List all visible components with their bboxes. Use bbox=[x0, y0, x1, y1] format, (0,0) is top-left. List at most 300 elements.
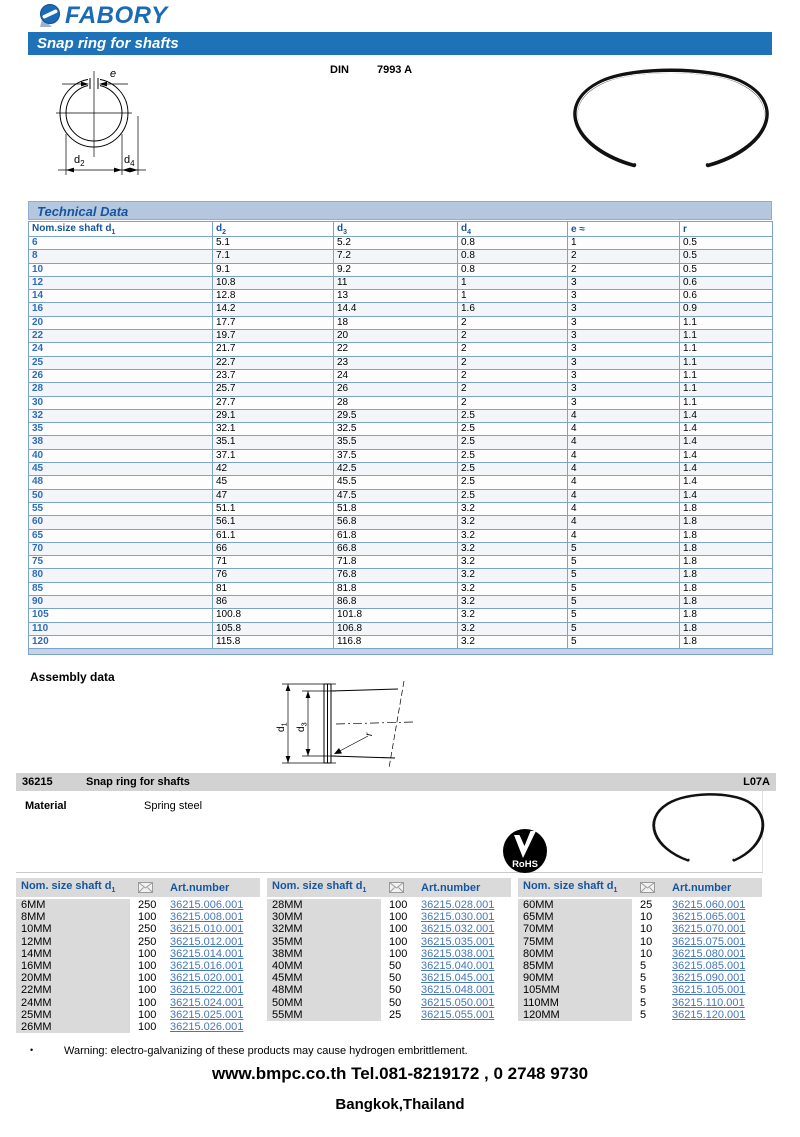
value-cell: 3.2 bbox=[458, 569, 568, 582]
col-header-nom-size: Nom.size shaft $d_1$ bbox=[29, 222, 213, 237]
value-cell: 3.2 bbox=[458, 582, 568, 595]
value-cell: 1.8 bbox=[680, 635, 773, 648]
size-label: 32MM bbox=[267, 923, 381, 935]
technical-row bbox=[29, 463, 773, 476]
dim-d4-label: $d_4$ bbox=[124, 154, 135, 168]
value-cell: 71.8 bbox=[334, 556, 458, 569]
value-cell: 3.2 bbox=[458, 596, 568, 609]
value-cell: 1.4 bbox=[680, 476, 773, 489]
dim-e-label: e bbox=[110, 68, 117, 80]
size-label: 8MM bbox=[16, 911, 130, 923]
nom-size-cell: 55 bbox=[29, 502, 213, 515]
value-cell: 1.1 bbox=[680, 356, 773, 369]
value-cell: 26 bbox=[334, 383, 458, 396]
qty-value: 100 bbox=[138, 960, 157, 973]
value-cell: 9.1 bbox=[213, 263, 334, 276]
nom-size-cell: 110 bbox=[29, 622, 213, 635]
value-cell: 3 bbox=[568, 383, 680, 396]
value-cell: 37.5 bbox=[334, 449, 458, 462]
value-cell: 1.8 bbox=[680, 556, 773, 569]
qty-value: 100 bbox=[138, 996, 157, 1009]
rohs-check-icon bbox=[502, 827, 548, 875]
value-cell: 3.2 bbox=[458, 529, 568, 542]
value-cell: 3.2 bbox=[458, 609, 568, 622]
order-row bbox=[16, 1021, 260, 1033]
value-cell: 3.2 bbox=[458, 502, 568, 515]
art-number-link[interactable]: 36215.065.001 bbox=[672, 911, 746, 924]
technical-row bbox=[29, 356, 773, 369]
value-cell: 2 bbox=[458, 383, 568, 396]
size-column-header: Nom. size shaft $d_1$ bbox=[272, 880, 367, 895]
value-cell: 14.2 bbox=[213, 303, 334, 316]
technical-row bbox=[29, 556, 773, 569]
value-cell: 4 bbox=[568, 516, 680, 529]
value-cell: 1.1 bbox=[680, 383, 773, 396]
art-number-link[interactable]: 36215.110.001 bbox=[672, 996, 745, 1009]
value-cell: 4 bbox=[568, 489, 680, 502]
art-number-link[interactable]: 36215.075.001 bbox=[672, 935, 746, 948]
art-number-link[interactable]: 36215.025.001 bbox=[170, 1008, 244, 1021]
value-cell: 3 bbox=[568, 303, 680, 316]
value-cell: 3 bbox=[568, 356, 680, 369]
order-row bbox=[267, 948, 511, 960]
art-number-link[interactable]: 36215.016.001 bbox=[170, 960, 244, 973]
value-cell: 1.1 bbox=[680, 396, 773, 409]
value-cell: 2.5 bbox=[458, 436, 568, 449]
value-cell: 81 bbox=[213, 582, 334, 595]
value-cell: 71 bbox=[213, 556, 334, 569]
nom-size-cell: 85 bbox=[29, 582, 213, 595]
value-cell: 1.1 bbox=[680, 330, 773, 343]
order-table-header bbox=[16, 878, 260, 897]
technical-row bbox=[29, 316, 773, 329]
nom-size-cell: 75 bbox=[29, 556, 213, 569]
art-number-link[interactable]: 36215.028.001 bbox=[421, 899, 495, 911]
size-label: 20MM bbox=[16, 972, 130, 984]
value-cell: 25.7 bbox=[213, 383, 334, 396]
art-number-link[interactable]: 36215.030.001 bbox=[421, 911, 495, 924]
order-row bbox=[16, 984, 260, 996]
order-row bbox=[267, 960, 511, 972]
art-number-link[interactable]: 36215.085.001 bbox=[672, 960, 746, 973]
technical-row bbox=[29, 330, 773, 343]
qty-value: 50 bbox=[389, 960, 402, 973]
qty-value: 50 bbox=[389, 996, 402, 1009]
value-cell: 47 bbox=[213, 489, 334, 502]
value-cell: 1.1 bbox=[680, 316, 773, 329]
value-cell: 106.8 bbox=[334, 622, 458, 635]
qty-value: 25 bbox=[389, 1008, 402, 1021]
value-cell: 2 bbox=[568, 250, 680, 263]
value-cell: 3 bbox=[568, 369, 680, 382]
size-label: 16MM bbox=[16, 960, 130, 972]
size-label: 25MM bbox=[16, 1009, 130, 1021]
value-cell: 76.8 bbox=[334, 569, 458, 582]
value-cell: 5 bbox=[568, 635, 680, 648]
qty-value: 100 bbox=[138, 1008, 157, 1021]
size-label: 14MM bbox=[16, 948, 130, 960]
size-label: 60MM bbox=[518, 899, 632, 911]
order-row bbox=[267, 911, 511, 923]
nom-size-cell: 30 bbox=[29, 396, 213, 409]
value-cell: 1.8 bbox=[680, 502, 773, 515]
art-number-link[interactable]: 36215.038.001 bbox=[421, 947, 495, 960]
value-cell: 51.8 bbox=[334, 502, 458, 515]
value-cell: 1.4 bbox=[680, 409, 773, 422]
order-table-header bbox=[267, 878, 511, 897]
value-cell: 17.7 bbox=[213, 316, 334, 329]
envelope-icon bbox=[381, 882, 421, 893]
value-cell: 37.1 bbox=[213, 449, 334, 462]
value-cell: 2.5 bbox=[458, 489, 568, 502]
order-rows bbox=[267, 899, 511, 1021]
technical-row bbox=[29, 635, 773, 648]
order-row bbox=[267, 972, 511, 984]
order-row bbox=[518, 936, 762, 948]
warning-note bbox=[30, 1045, 750, 1057]
value-cell: 29.1 bbox=[213, 409, 334, 422]
value-cell: 35.5 bbox=[334, 436, 458, 449]
technical-row bbox=[29, 250, 773, 263]
size-label: 28MM bbox=[267, 899, 381, 911]
technical-row bbox=[29, 396, 773, 409]
technical-row bbox=[29, 383, 773, 396]
order-row bbox=[16, 923, 260, 935]
value-cell: 115.8 bbox=[213, 635, 334, 648]
art-number-link[interactable]: 36215.020.001 bbox=[170, 972, 244, 985]
din-value: 7993 A bbox=[376, 64, 413, 76]
value-cell: 23 bbox=[334, 356, 458, 369]
qty-value: 5 bbox=[640, 960, 647, 973]
qty-value: 100 bbox=[138, 972, 157, 985]
technical-row bbox=[29, 476, 773, 489]
qty-value: 250 bbox=[138, 923, 157, 936]
size-label: 40MM bbox=[267, 960, 381, 972]
technical-row bbox=[29, 237, 773, 250]
material-label: Material bbox=[25, 800, 67, 812]
warning-text: Warning: electro-galvanizing of these products may cause hydrogen embrittlement. bbox=[64, 1045, 468, 1057]
value-cell: 45.5 bbox=[334, 476, 458, 489]
value-cell: 3 bbox=[568, 343, 680, 356]
technical-row bbox=[29, 609, 773, 622]
qty-value: 100 bbox=[389, 911, 408, 924]
nom-size-cell: 90 bbox=[29, 596, 213, 609]
order-row bbox=[267, 1009, 511, 1021]
screw-icon bbox=[36, 3, 62, 29]
qty-value: 100 bbox=[389, 935, 408, 948]
size-label: 110MM bbox=[518, 997, 632, 1009]
value-cell: 0.5 bbox=[680, 237, 773, 250]
snap-ring-photo bbox=[546, 57, 796, 183]
value-cell: 7.2 bbox=[334, 250, 458, 263]
size-label: 48MM bbox=[267, 984, 381, 996]
nom-size-cell: 70 bbox=[29, 542, 213, 555]
technical-row bbox=[29, 502, 773, 515]
art-number-link[interactable]: 36215.080.001 bbox=[672, 947, 746, 960]
value-cell: 5 bbox=[568, 622, 680, 635]
value-cell: 29.5 bbox=[334, 409, 458, 422]
art-number-link[interactable]: 36215.050.001 bbox=[421, 996, 495, 1009]
art-number-link[interactable]: 36215.055.001 bbox=[421, 1008, 495, 1021]
material-section bbox=[16, 791, 763, 873]
size-column-header: Nom. size shaft $d_1$ bbox=[21, 880, 116, 895]
value-cell: 10.8 bbox=[213, 276, 334, 289]
value-cell: 23.7 bbox=[213, 369, 334, 382]
value-cell: 4 bbox=[568, 449, 680, 462]
value-cell: 1.4 bbox=[680, 489, 773, 502]
value-cell: 101.8 bbox=[334, 609, 458, 622]
art-number-link[interactable]: 36215.120.001 bbox=[672, 1008, 746, 1021]
value-cell: 81.8 bbox=[334, 582, 458, 595]
dim-d2-label: $d_2$ bbox=[74, 154, 85, 168]
value-cell: 32.5 bbox=[334, 423, 458, 436]
order-row bbox=[16, 911, 260, 923]
value-cell: 3 bbox=[568, 330, 680, 343]
technical-row bbox=[29, 582, 773, 595]
art-number-link[interactable]: 36215.012.001 bbox=[170, 935, 244, 948]
value-cell: 1.8 bbox=[680, 582, 773, 595]
order-row bbox=[518, 984, 762, 996]
value-cell: 45 bbox=[213, 476, 334, 489]
value-cell: 2.5 bbox=[458, 476, 568, 489]
art-number-link[interactable]: 36215.022.001 bbox=[170, 984, 244, 997]
order-table-header bbox=[518, 878, 762, 897]
nom-size-cell: 105 bbox=[29, 609, 213, 622]
value-cell: 2.5 bbox=[458, 449, 568, 462]
art-number-link[interactable]: 36215.070.001 bbox=[672, 923, 746, 936]
nom-size-cell: 28 bbox=[29, 383, 213, 396]
ring-dimension-diagram bbox=[24, 58, 204, 193]
size-label: 12MM bbox=[16, 936, 130, 948]
nom-size-cell: 50 bbox=[29, 489, 213, 502]
technical-row bbox=[29, 423, 773, 436]
value-cell: 13 bbox=[334, 290, 458, 303]
col-header-d4: $d_4$ bbox=[458, 222, 568, 237]
value-cell: 4 bbox=[568, 502, 680, 515]
order-row bbox=[16, 948, 260, 960]
nom-size-cell: 14 bbox=[29, 290, 213, 303]
value-cell: 51.1 bbox=[213, 502, 334, 515]
value-cell: 3 bbox=[568, 396, 680, 409]
value-cell: 3.2 bbox=[458, 622, 568, 635]
size-label: 50MM bbox=[267, 997, 381, 1009]
technical-row bbox=[29, 489, 773, 502]
value-cell: 56.8 bbox=[334, 516, 458, 529]
value-cell: 35.1 bbox=[213, 436, 334, 449]
technical-row bbox=[29, 343, 773, 356]
order-row bbox=[518, 899, 762, 911]
value-cell: 1.8 bbox=[680, 622, 773, 635]
nom-size-cell: 45 bbox=[29, 463, 213, 476]
order-row bbox=[267, 923, 511, 935]
art-number-link[interactable]: 36215.045.001 bbox=[421, 972, 495, 985]
nom-size-cell: 8 bbox=[29, 250, 213, 263]
value-cell: 4 bbox=[568, 463, 680, 476]
value-cell: 3.2 bbox=[458, 556, 568, 569]
art-number-link[interactable]: 36215.048.001 bbox=[421, 984, 495, 997]
value-cell: 5 bbox=[568, 569, 680, 582]
qty-value: 250 bbox=[138, 935, 157, 948]
value-cell: 5 bbox=[568, 609, 680, 622]
qty-value: 5 bbox=[640, 984, 647, 997]
art-number-link[interactable]: 36215.024.001 bbox=[170, 996, 244, 1009]
envelope-icon bbox=[632, 882, 672, 893]
value-cell: 116.8 bbox=[334, 635, 458, 648]
qty-value: 10 bbox=[640, 947, 653, 960]
product-code: 36215 bbox=[22, 776, 53, 788]
value-cell: 100.8 bbox=[213, 609, 334, 622]
value-cell: 2.5 bbox=[458, 423, 568, 436]
value-cell: 22.7 bbox=[213, 356, 334, 369]
value-cell: 0.6 bbox=[680, 276, 773, 289]
qty-value: 100 bbox=[138, 1021, 157, 1034]
qty-value: 10 bbox=[640, 911, 653, 924]
order-row bbox=[16, 960, 260, 972]
product-name: Snap ring for shafts bbox=[86, 776, 190, 788]
size-label: 105MM bbox=[518, 984, 632, 996]
size-label: 45MM bbox=[267, 972, 381, 984]
order-row bbox=[518, 911, 762, 923]
value-cell: 12.8 bbox=[213, 290, 334, 303]
qty-value: 100 bbox=[389, 947, 408, 960]
size-label: 55MM bbox=[267, 1009, 381, 1021]
size-label: 75MM bbox=[518, 936, 632, 948]
value-cell: 4 bbox=[568, 436, 680, 449]
value-cell: 61.1 bbox=[213, 529, 334, 542]
art-number-link[interactable]: 36215.035.001 bbox=[421, 935, 495, 948]
value-cell: 1.4 bbox=[680, 463, 773, 476]
size-label: 90MM bbox=[518, 972, 632, 984]
art-number-link[interactable]: 36215.026.001 bbox=[170, 1021, 244, 1034]
technical-row bbox=[29, 263, 773, 276]
value-cell: 5.2 bbox=[334, 237, 458, 250]
nom-size-cell: 80 bbox=[29, 569, 213, 582]
technical-row bbox=[29, 529, 773, 542]
value-cell: 56.1 bbox=[213, 516, 334, 529]
art-number-link[interactable]: 36215.006.001 bbox=[170, 899, 244, 911]
nom-size-cell: 65 bbox=[29, 529, 213, 542]
value-cell: 32.1 bbox=[213, 423, 334, 436]
snap-ring-photo-small bbox=[634, 788, 779, 874]
nom-size-cell: 120 bbox=[29, 635, 213, 648]
value-cell: 27.7 bbox=[213, 396, 334, 409]
value-cell: 105.8 bbox=[213, 622, 334, 635]
value-cell: 1.4 bbox=[680, 436, 773, 449]
technical-row bbox=[29, 409, 773, 422]
size-label: 85MM bbox=[518, 960, 632, 972]
value-cell: 14.4 bbox=[334, 303, 458, 316]
qty-value: 100 bbox=[389, 899, 408, 911]
nom-size-cell: 32 bbox=[29, 409, 213, 422]
value-cell: 0.5 bbox=[680, 250, 773, 263]
nom-size-cell: 24 bbox=[29, 343, 213, 356]
nom-size-cell: 6 bbox=[29, 237, 213, 250]
order-row bbox=[16, 1009, 260, 1021]
product-ref: L07A bbox=[743, 776, 770, 788]
size-column-header: Nom. size shaft $d_1$ bbox=[523, 880, 618, 895]
value-cell: 7.1 bbox=[213, 250, 334, 263]
material-value: Spring steel bbox=[144, 800, 203, 812]
nom-size-cell: 38 bbox=[29, 436, 213, 449]
technical-row bbox=[29, 436, 773, 449]
order-row bbox=[518, 948, 762, 960]
value-cell: 76 bbox=[213, 569, 334, 582]
size-label: 26MM bbox=[16, 1021, 130, 1033]
assembly-data-title: Assembly data bbox=[30, 670, 115, 684]
value-cell: 1.6 bbox=[458, 303, 568, 316]
qty-value: 5 bbox=[640, 1008, 647, 1021]
value-cell: 2 bbox=[568, 263, 680, 276]
value-cell: 1.1 bbox=[680, 369, 773, 382]
qty-value: 50 bbox=[389, 984, 402, 997]
col-header-e: e ≈ bbox=[568, 222, 680, 237]
footer-location: Bangkok,Thailand bbox=[335, 1096, 465, 1113]
art-number-link[interactable]: 36215.040.001 bbox=[421, 960, 495, 973]
technical-row bbox=[29, 449, 773, 462]
art-number-link[interactable]: 36215.014.001 bbox=[170, 947, 244, 960]
value-cell: 1 bbox=[458, 276, 568, 289]
order-row bbox=[267, 899, 511, 911]
value-cell: 0.9 bbox=[680, 303, 773, 316]
nom-size-cell: 20 bbox=[29, 316, 213, 329]
qty-value: 10 bbox=[640, 923, 653, 936]
col-header-r: r bbox=[680, 222, 773, 237]
value-cell: 1.8 bbox=[680, 542, 773, 555]
col-header-d2: $d_2$ bbox=[213, 222, 334, 237]
value-cell: 66.8 bbox=[334, 542, 458, 555]
nom-size-cell: 48 bbox=[29, 476, 213, 489]
qty-value: 50 bbox=[389, 972, 402, 985]
value-cell: 2 bbox=[458, 369, 568, 382]
order-row bbox=[16, 936, 260, 948]
art-number-link[interactable]: 36215.010.001 bbox=[170, 923, 244, 936]
value-cell: 3 bbox=[568, 316, 680, 329]
technical-row bbox=[29, 622, 773, 635]
value-cell: 0.5 bbox=[680, 263, 773, 276]
value-cell: 2 bbox=[458, 330, 568, 343]
value-cell: 42.5 bbox=[334, 463, 458, 476]
art-number-link[interactable]: 36215.105.001 bbox=[672, 984, 746, 997]
value-cell: 4 bbox=[568, 476, 680, 489]
size-label: 35MM bbox=[267, 936, 381, 948]
order-rows bbox=[16, 899, 260, 1033]
value-cell: 3.2 bbox=[458, 542, 568, 555]
art-number-link[interactable]: 36215.090.001 bbox=[672, 972, 746, 985]
order-row bbox=[16, 899, 260, 911]
value-cell: 2.5 bbox=[458, 463, 568, 476]
value-cell: 9.2 bbox=[334, 263, 458, 276]
value-cell: 1.8 bbox=[680, 529, 773, 542]
value-cell: 21.7 bbox=[213, 343, 334, 356]
value-cell: 5 bbox=[568, 542, 680, 555]
value-cell: 3.2 bbox=[458, 635, 568, 648]
art-number-link[interactable]: 36215.008.001 bbox=[170, 911, 244, 924]
order-tables bbox=[16, 878, 762, 1033]
nom-size-cell: 35 bbox=[29, 423, 213, 436]
order-row bbox=[267, 997, 511, 1009]
art-number-link[interactable]: 36215.060.001 bbox=[672, 899, 746, 911]
value-cell: 2 bbox=[458, 316, 568, 329]
art-number-link[interactable]: 36215.032.001 bbox=[421, 923, 495, 936]
technical-row bbox=[29, 542, 773, 555]
value-cell: 19.7 bbox=[213, 330, 334, 343]
order-row bbox=[518, 972, 762, 984]
value-cell: 1.8 bbox=[680, 569, 773, 582]
order-table-group-2 bbox=[267, 878, 511, 1033]
page-title: Snap ring for shafts bbox=[28, 32, 772, 55]
value-cell: 3 bbox=[568, 276, 680, 289]
technical-data-section-title: Technical Data bbox=[28, 201, 772, 220]
